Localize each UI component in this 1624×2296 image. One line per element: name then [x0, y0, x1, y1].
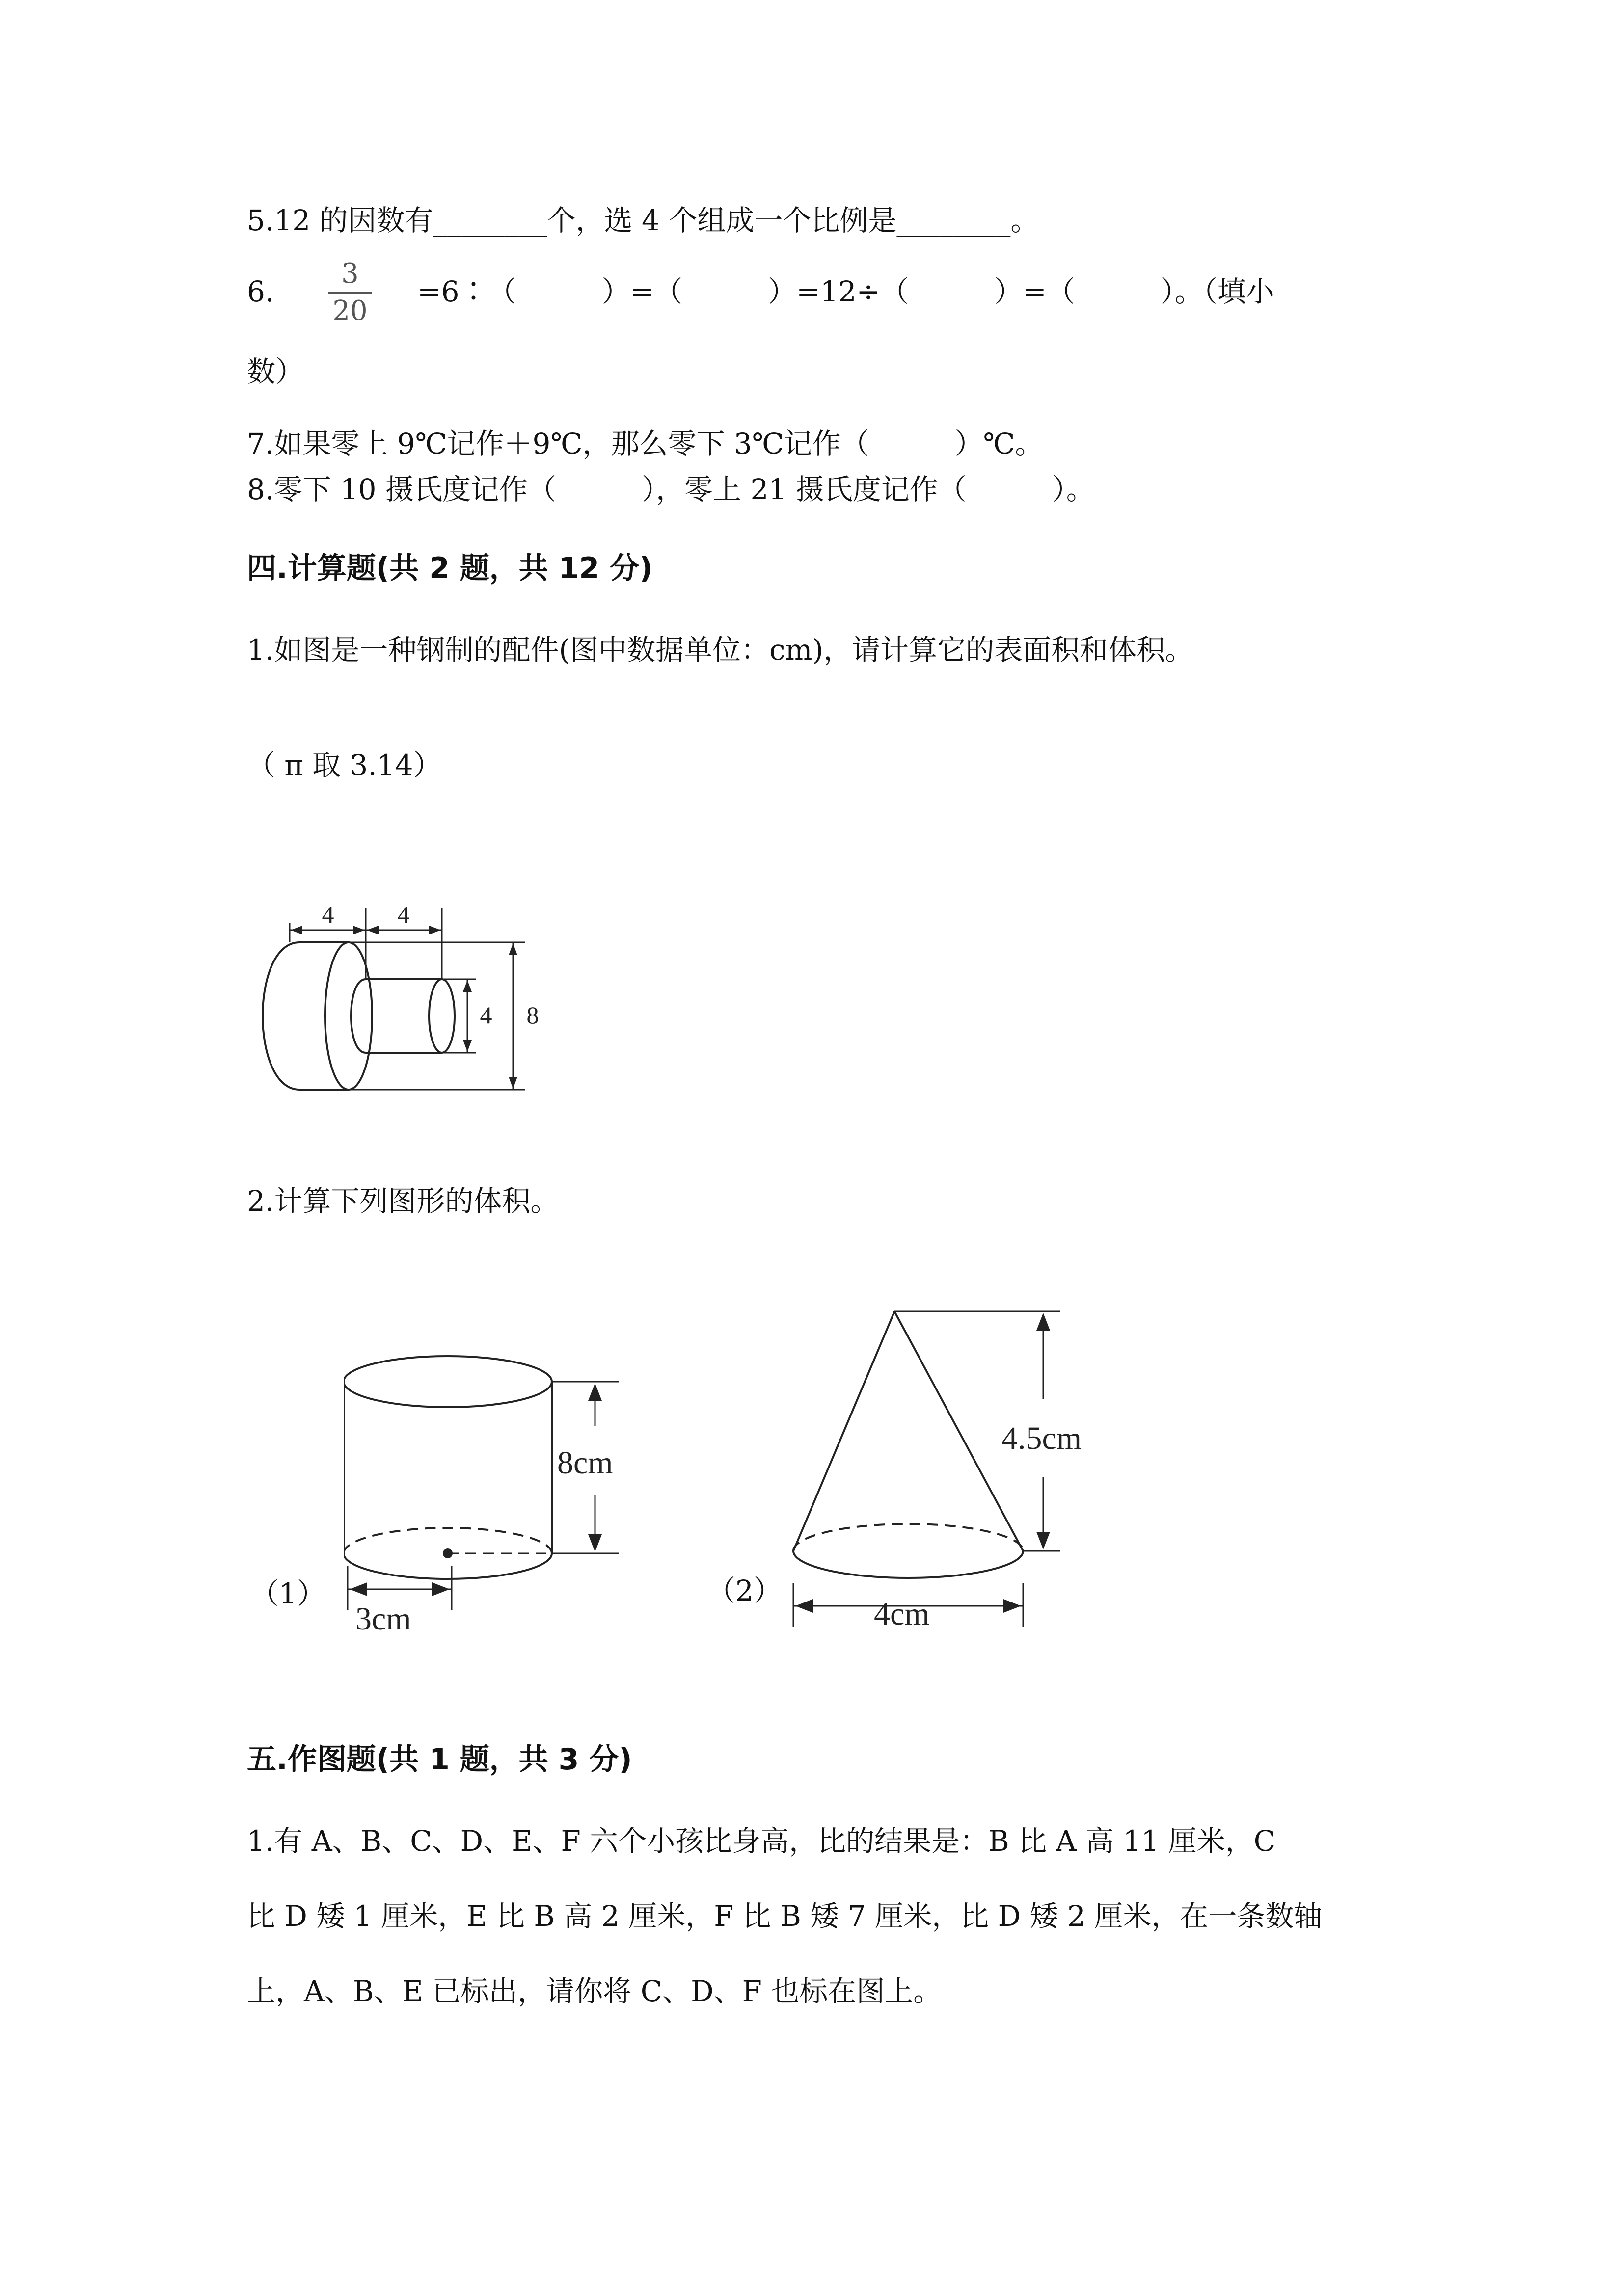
dimension-label: 4 — [397, 901, 410, 928]
arrowhead — [1003, 1599, 1021, 1613]
question-8: 8.零下 10 摄氏度记作（ ），零上 21 摄氏度记作（ ）。 — [247, 473, 1095, 506]
arrowhead — [509, 943, 517, 955]
cylinder-caption: （1） — [250, 1577, 325, 1610]
drawing-question-1-line-1: 1.有 A、B、C、D、E、F 六个小孩比身高，比的结果是：B 比 A 高 11 厘米，C — [247, 1824, 1276, 1858]
cone-caption: （2） — [707, 1574, 782, 1607]
arrowhead — [795, 1599, 813, 1613]
arrowhead — [588, 1383, 602, 1401]
small-cylinder-front-face — [429, 979, 455, 1053]
fraction-numerator: 3 — [341, 258, 359, 290]
cylinder-diagram — [344, 1345, 677, 1639]
cylinder-radius-label: 3cm — [355, 1601, 411, 1637]
arrowhead — [1036, 1532, 1050, 1549]
calc-question-1: 1.如图是一种钢制的配件(图中数据单位：cm)，请计算它的表面积和体积。 — [247, 633, 1194, 667]
question-6-fraction — [328, 260, 372, 325]
calc-question-2: 2.计算下列图形的体积。 — [247, 1184, 559, 1218]
arrowhead — [463, 1040, 472, 1052]
cone-diagram — [785, 1301, 1119, 1634]
cone-diameter-label: 4cm — [874, 1596, 930, 1632]
small-cylinder-body — [366, 979, 442, 1053]
arrowhead — [588, 1534, 602, 1552]
question-6-number: 6. — [247, 275, 274, 308]
arrowhead — [367, 926, 379, 934]
base-center-dot — [443, 1548, 453, 1558]
dimension-label: 4 — [322, 901, 334, 928]
drawing-question-1-line-3: 上，A、B、E 已标出，请你将 C、D、F 也标在图上。 — [247, 1975, 942, 2008]
drawing-question-1-line-2: 比 D 矮 1 厘米，E 比 B 高 2 厘米，F 比 B 矮 7 厘米，比 D 矮 2 厘米，在一条数轴 — [247, 1899, 1323, 1933]
cone-slant-edges — [793, 1311, 1023, 1551]
question-6-text: =6∶（ ）=（ ）=12÷（ ）=（ ）。（填小 — [417, 275, 1274, 308]
fraction-bar — [328, 292, 372, 294]
question-6-continuation: 数） — [247, 355, 304, 388]
section-5-heading: 五.作图题(共 1 题，共 3 分) — [247, 1742, 632, 1777]
dimension-label: 8 — [526, 1001, 539, 1029]
cone-base-back-dashed — [793, 1524, 1023, 1551]
arrowhead — [353, 926, 365, 934]
calc-question-1-pi-note: （ π 取 3.14） — [247, 748, 442, 782]
large-cylinder-back — [263, 942, 299, 1090]
arrowhead — [1036, 1313, 1050, 1331]
section-4-heading: 四.计算题(共 2 题，共 12 分) — [247, 551, 653, 586]
steel-part-diagram — [245, 893, 560, 1109]
arrowhead — [463, 980, 472, 992]
cone-base-front — [793, 1551, 1023, 1578]
cylinder-top-face — [344, 1356, 552, 1407]
question-5: 5.12 的因数有________个，选 4 个组成一个比例是________。 — [247, 204, 1039, 237]
cone-height-label: 4.5cm — [1001, 1420, 1082, 1456]
question-7: 7.如果零上 9℃记作＋9℃，那么零下 3℃记作（ ）℃。 — [247, 427, 1044, 460]
arrowhead — [350, 1582, 367, 1596]
dimension-label: 4 — [480, 1001, 492, 1029]
small-cylinder-back — [351, 979, 366, 1053]
cylinder-height-label: 8cm — [557, 1445, 613, 1481]
arrowhead — [291, 926, 302, 934]
fraction-denominator: 20 — [332, 295, 368, 327]
arrowhead — [509, 1077, 517, 1089]
arrowhead — [432, 1582, 450, 1596]
arrowhead — [429, 926, 441, 934]
